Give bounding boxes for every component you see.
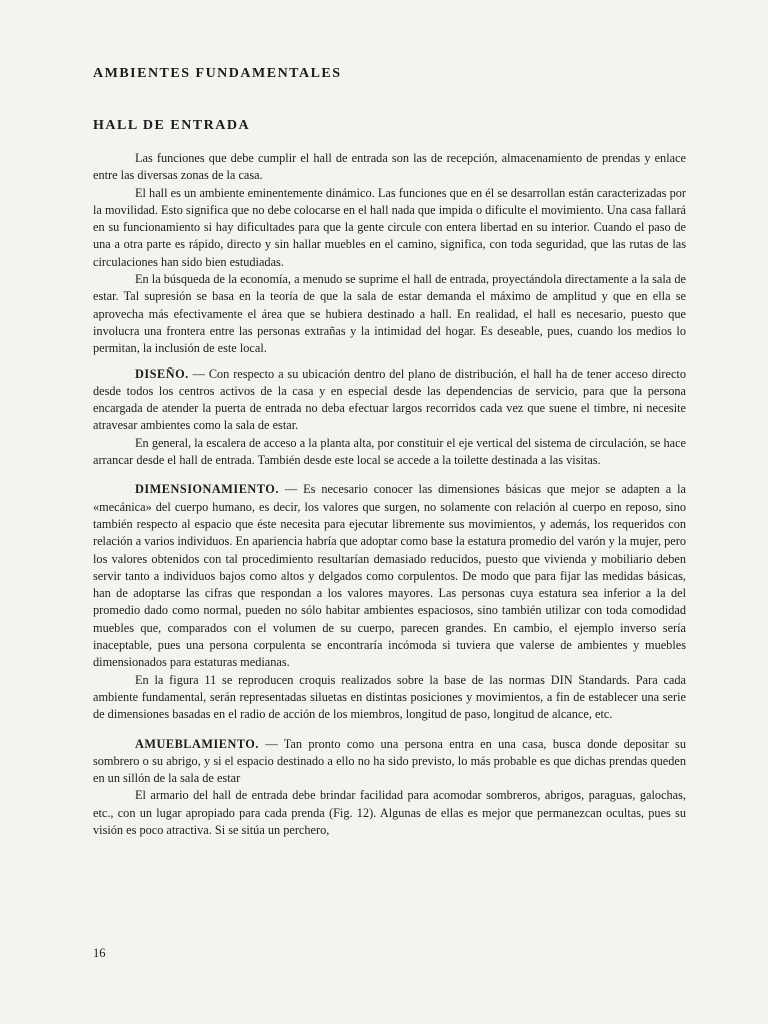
- paragraph-text: — Es necesario conocer las dimensiones básicas que mejor se adapten a la «mecánica» del cuerpo humano, es decir, los valores que surgen, no solamente con relación al cuerpo en reposo, sino también respecto al espacio que éste necesita para ejecutar libremente sus movimientos, y además, los requeridos con relación a varios individuos. En apariencia habría que adoptar como base la estatura promedio del varón y la mujer, pero los valores obtenidos con tal procedimiento resultarían demasiado reducidos, puesto que vivienda y mobiliario deben servir tanto a individuos bajos como altos y delgados como corpulentos. De modo que para fijar las medidas básicas, han de adoptarse las cifras que respondan a los valores mayores. Las personas cuya estatura sea inferior a la del promedio dado como normal, pueden no sólo habitar ambientes espaciosos, sino también utilizar con toda comodidad muebles que, comparados con el volumen de su cuerpo, parecen grandes. En cambio, el ejemplo inverso sería inaceptable, pues una persona corpulenta se encontraría incómoda si tuviera que valerse de ambientes y muebles dimensionados para estaturas medianas.: [93, 482, 686, 670]
- paragraph-text: — Con respecto a su ubicación dentro del plano de distribución, el hall ha de tener acceso directo desde todos los centros activos de la casa y en especial desde las dependencias de servicio, para que la persona encargada de atender la puerta de entrada no deba efectuar largos recorridos cada vez que suene el timbre, ni necesite atravesar ambientes como la sala de estar.: [93, 366, 686, 433]
- paragraph-text: En la búsqueda de la economía, a menudo se suprime el hall de entrada, proyectándola directamente a la sala de estar. Tal supresión se basa en la teoría de que la sala de estar demanda el máximo de amplitud y que en ella se aprovecha más efectivamente el área que se hubiera destinado a hall. En realidad, el hall es necesario, puesto que involucra una frontera entre las personas extrañas y la intimidad del hogar. Es deseable, pues, cuando los medios lo permitan, la inclusión de este local.: [93, 272, 686, 356]
- paragraph-text: Las funciones que debe cumplir el hall de entrada son las de recepción, almacenamiento de prendas y enlace entre las diversas zonas de la casa.: [93, 151, 686, 183]
- body-text: [93, 150, 686, 839]
- paragraph-text: El hall es un ambiente eminentemente dinámico. Las funciones que en él se desarrollan están caracterizadas por la movilidad. Esto significa que no debe colocarse en el hall nada que impida o dificulte el movimiento. Una casa fallará en su funcionamiento si hay dificultades para que la gente circule con entera libertad en su interior. Cuando el paso de una a otra parte es rápido, directo y sin hallar muebles en el camino, significa, con toda seguridad, que las rutas de las circulaciones han sido bien estudiadas.: [93, 185, 686, 269]
- section-title: AMBIENTES FUNDAMENTALES: [93, 66, 342, 81]
- page-number: 16: [93, 946, 106, 960]
- paragraph-text: — Tan pronto como una persona entra en una casa, busca donde depositar su sombrero o su abrigo, y si el espacio destinado a ello no ha sido previsto, lo más probable es que dichas prendas queden en un sillón de la sala de estar: [93, 736, 686, 786]
- paragraph: [93, 271, 686, 357]
- paragraph: [93, 787, 686, 839]
- paragraph: [93, 150, 686, 185]
- paragraph-diseno: [93, 366, 686, 435]
- paragraph-lead: DIMENSIONAMIENTO.: [135, 482, 279, 497]
- paragraph: [93, 435, 686, 470]
- subsection-title: HALL DE ENTRADA: [93, 118, 251, 133]
- paragraph-lead: AMUEBLAMIENTO.: [135, 736, 259, 751]
- paragraph: [93, 185, 686, 271]
- paragraph-text: En la figura 11 se reproducen croquis realizados sobre la base de las normas DIN Standards. Para cada ambiente fundamental, serán representadas siluetas en distintas posiciones y movimientos, a fin de establecer una serie de dimensiones basadas en el radio de acción de los miembros, longitud de paso, longitud de alcance, etc.: [93, 672, 686, 722]
- paragraph-amueblamiento: [93, 736, 686, 788]
- paragraph-dimensionamiento: [93, 481, 686, 671]
- paragraph-text: El armario del hall de entrada debe brindar facilidad para acomodar sombreros, abrigos, paraguas, galochas, etc., con un lugar apropiado para cada prenda (Fig. 12). Algunas de ellas es mejor que permanezcan ocultas, pues su visión es poco atractiva. Si se sitúa un perchero,: [93, 788, 686, 837]
- paragraph-text: En general, la escalera de acceso a la planta alta, por constituir el eje vertical del sistema de circulación, se hace arrancar desde el hall de entrada. También desde este local se accede a la toilette destinada a las visitas.: [93, 435, 686, 468]
- paragraph-lead: DISEÑO.: [135, 366, 189, 381]
- paragraph: [93, 672, 686, 724]
